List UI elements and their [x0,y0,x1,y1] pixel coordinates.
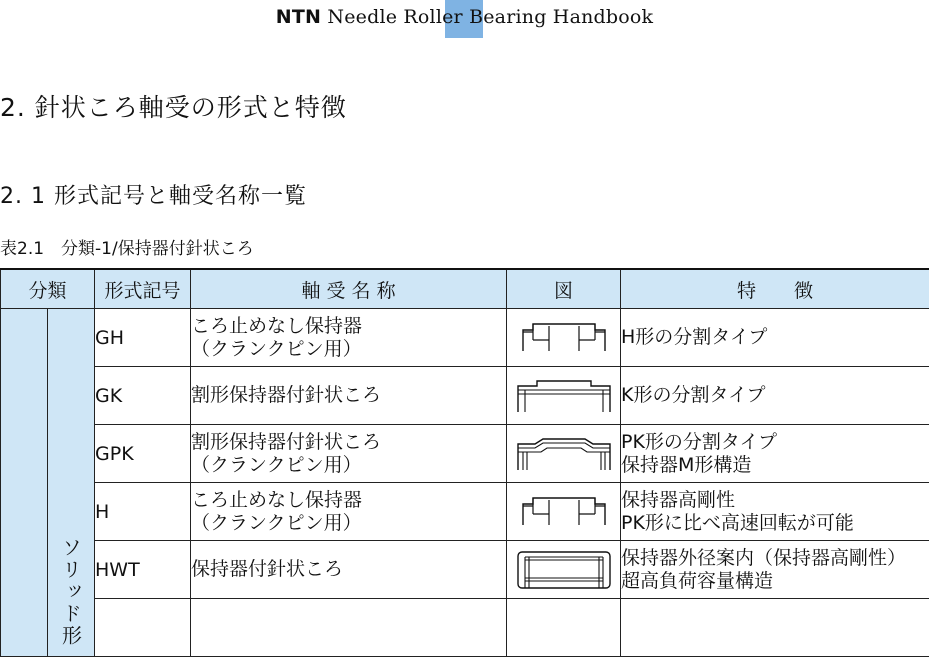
table-row [1,425,929,483]
feature-line: 超高負荷容量構造 [621,570,929,593]
figure-cell [507,599,621,657]
code-cell [95,599,191,657]
section-title: 2. 針状ころ軸受の形式と特徴 [0,88,347,124]
features-cell [621,425,929,483]
table-header-row [1,269,929,309]
name-cell [191,599,507,657]
header-category: 分類 [1,269,95,309]
name-cell [191,483,507,541]
features-cell [621,541,929,599]
handbook-title [0,6,929,28]
code-cell: HWT [95,541,191,599]
figure-cell [507,367,621,425]
brand-name: NTN [276,6,321,28]
feature-line: 保持器外径案内（保持器高剛性） [621,547,929,570]
table-row [1,309,929,367]
name-line: （クランクピン用） [191,512,506,535]
header-code: 形式記号 [95,269,191,309]
name-line: （クランクピン用） [191,454,506,477]
header-features: 特 徴 [621,269,929,309]
category-cell [1,309,48,657]
bearing-gpk-icon [515,434,613,474]
name-line: 割形保持器付針状ころ [191,384,506,407]
table-row [1,599,929,657]
name-line: 保持器付針状ころ [191,558,506,581]
figure-cell [507,541,621,599]
name-line: （クランクピン用） [191,338,506,361]
header-name: 軸 受 名 称 [191,269,507,309]
subcategory-label: ソリッド形 [57,537,86,651]
bearing-gh-icon [519,318,609,358]
name-cell [191,541,507,599]
header-figure: 図 [507,269,621,309]
bearing-gk-icon [515,376,613,416]
feature-line: PK形に比べ高速回転が可能 [621,512,929,535]
code-cell: H [95,483,191,541]
subsection-title: 2. 1 形式記号と軸受名称一覧 [0,179,307,210]
name-cell [191,309,507,367]
name-cell [191,425,507,483]
name-line: ころ止めなし保持器 [191,489,506,512]
subcategory-cell [48,309,95,657]
bearing-h-icon [519,492,609,532]
feature-line: 保持器M形構造 [621,454,929,477]
page-header [0,0,929,38]
code-cell: GH [95,309,191,367]
feature-line: H形の分割タイプ [621,326,929,349]
figure-cell [507,309,621,367]
name-line: 割形保持器付針状ころ [191,431,506,454]
code-cell: GPK [95,425,191,483]
table-row [1,541,929,599]
features-cell [621,483,929,541]
code-cell: GK [95,367,191,425]
features-cell [621,309,929,367]
table-caption: 表2.1 分類-1/保持器付針状ころ [0,234,254,259]
features-cell [621,367,929,425]
feature-line: 保持器高剛性 [621,489,929,512]
features-cell [621,599,929,657]
handbook-name: Needle Roller Bearing Handbook [321,6,653,28]
bearing-hwt-icon [515,548,613,592]
feature-line: PK形の分割タイプ [621,431,929,454]
figure-cell [507,425,621,483]
feature-line: K形の分割タイプ [621,384,929,407]
name-cell [191,367,507,425]
table-row [1,483,929,541]
table-row [1,367,929,425]
bearing-type-table [0,268,929,657]
figure-cell [507,483,621,541]
name-line: ころ止めなし保持器 [191,315,506,338]
